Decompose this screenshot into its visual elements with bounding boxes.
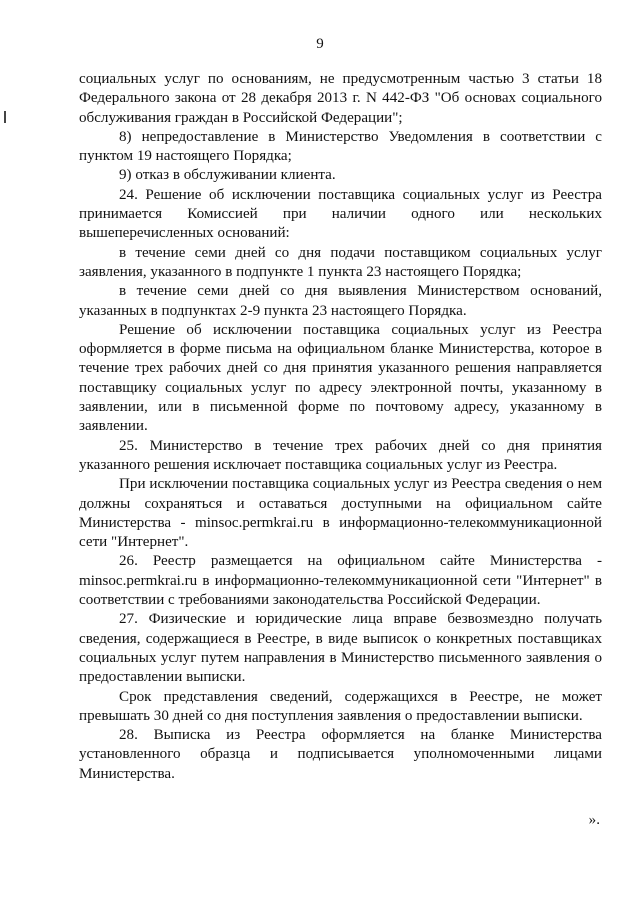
paragraph-clause-24-term-1: в течение семи дней со дня подачи поставщиком социальных услуг заявления, указанного в подпункте 1 пункта 23 настоящего Порядка; bbox=[79, 244, 602, 280]
scan-margin-mark bbox=[4, 111, 6, 123]
paragraph-item-9: 9) отказ в обслуживании клиента. bbox=[119, 167, 336, 184]
paragraph-clause-27-term: Срок представления сведений, содержащихся в Реестре, не может превышать 30 дней со дня поступления заявления о предоставлении выписки. bbox=[79, 688, 602, 724]
paragraph-clause-25: 25. Министерство в течение трех рабочих дней со дня принятия указанного решения исключает поставщика социальных услуг из Реестра. bbox=[79, 437, 602, 473]
document-body bbox=[79, 70, 602, 784]
paragraph-continuation: социальных услуг по основаниям, не предусмотренным частью 3 статьи 18 Федерального закона от 28 декабря 2013 г. N 442-ФЗ "Об основах социального обслуживания граждан в Российской Федерации"; bbox=[79, 71, 602, 126]
paragraph-clause-24: 24. Решение об исключении поставщика социальных услуг из Реестра принимается Комиссией при наличии одного или нескольких вышеперечисленных оснований: bbox=[79, 186, 602, 242]
paragraph-clause-24-decision: Решение об исключении поставщика социальных услуг из Реестра оформляется в форме письма на официальном бланке Министерства, которое в течение трех рабочих дней со дня принятия указанного решения направляется поставщику социальных услуг по адресу электронной почты, указанному в заявлении, или в письменной форме по почтовому адресу, указанному в заявлении. bbox=[79, 321, 602, 435]
paragraph-clause-28: 28. Выписка из Реестра оформляется на бланке Министерства установленного образца и подписывается уполномоченными лицами Министерства. bbox=[79, 727, 602, 782]
paragraph-clause-27: 27. Физические и юридические лица вправе безвозмездно получать сведения, содержащиеся в Реестре, в виде выписок о конкретных поставщиках социальных услуг путем направления в Министерство письменного заявления о предоставлении выписки. bbox=[79, 611, 602, 686]
paragraph-clause-25-retention: При исключении поставщика социальных услуг из Реестра сведения о нем должны сохраняться и оставаться доступными на официальном сайте Министерства - minsoc.permkrai.ru в информационно-телекоммуникационной сети "Интернет". bbox=[79, 476, 602, 551]
paragraph-item-8: 8) непредоставление в Министерство Уведомления в соответствии с пунктом 19 настоящего Порядка; bbox=[79, 128, 602, 165]
paragraph-clause-26: 26. Реестр размещается на официальном сайте Министерства - minsoc.permkrai.ru в информационно-телекоммуникационной сети "Интернет" в соответствии с требованиями законодательства Российской Федерации. bbox=[79, 553, 602, 609]
paragraph-clause-24-term-2: в течение семи дней со дня выявления Министерством оснований, указанных в подпунктах 2-9 пункта 23 настоящего Порядка. bbox=[79, 283, 602, 319]
page-number: 9 bbox=[316, 36, 324, 52]
closing-quote-mark: ». bbox=[588, 812, 600, 828]
